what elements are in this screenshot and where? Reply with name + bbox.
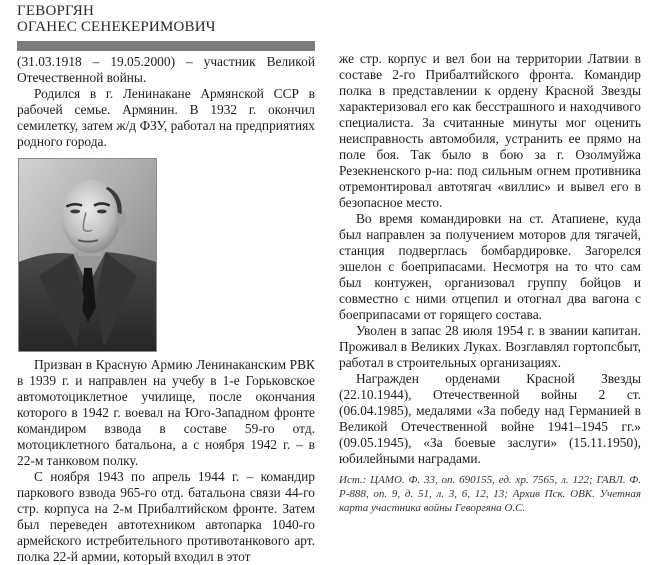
person-surname: ГЕВОРГЯН	[17, 3, 94, 19]
paragraph-awards: Награжден орденами Красной Звезды (22.10.1944), Отечественной войны 2 ст. (06.04.1985), медалями «За победу над Германией в Великой Отечественной войне 1941–1945 гг.» (09.05.1945), «За боевые заслуги» (15.11.1950), юбилейными наградами.	[339, 371, 641, 466]
paragraph-conscription: Призван в Красную Армию Ленинаканским РВК в 1939 г. и направлен на учебу в 1-е Горьковское автомотоциклетное училище, после окончания которого в 1942 г. воевал на Юго-Западном фронте командиром взвода в составе 59-го отд. мотоциклетного батальона, а с ноября 1942 г. – в 22-м танковом полку.	[17, 357, 315, 468]
life-dates-intro: (31.03.1918 – 19.05.2000) – участник Великой Отечественной войны.	[17, 54, 315, 85]
paragraph-birth: Родился в г. Ленинакане Армянской ССР в рабочей семье. Армянин. В 1932 г. окончил семилетку, затем ж/д ФЗУ, работал на предприятиях родного города.	[17, 86, 315, 149]
paragraph-service: С ноября 1943 по апрель 1944 г. – командир паркового взвода 965-го отд. батальона связи 44-го стр. корпуса на 2-м Прибалтийском фронте. Затем был переведен автотехником автопарка 1040-го армейского истребительного противотанкового арт. полка 22-й армии, который входил в этот	[17, 469, 315, 564]
paragraph-bombing-episode: Во время командировки на ст. Атапиене, куда был направлен за получением моторов для тягачей, станция подверглась бомбардировке. Загорелся эшелон с боеприпасами. Несмотря на то что сам был контужен, организовал группу бойцов и совместно с ними отцепил и отогнал два вагона с боеприпасами от горящего состава.	[339, 211, 641, 322]
right-column	[339, 51, 641, 515]
paragraph-discharge: Уволен в запас 28 июля 1954 г. в звании капитан. Проживал в Великих Луках. Возглавлял гортопсбыт, работал в строительных организациях.	[339, 323, 641, 370]
title-accent-bar	[17, 41, 315, 51]
person-given-names: ОГАНЕС СЕНЕКЕРИМОВИЧ	[17, 19, 216, 35]
portrait-image	[19, 159, 156, 351]
left-column	[17, 0, 315, 565]
paragraph-service-continued: же стр. корпус и вел бои на территории Латвии в составе 2-го Прибалтийского фронта. Командир полка в представлении к ордену Красной Звезды характеризовал его как бесстрашного и находчивого специалиста. За считанные минуты мог оценить неисправность автомобиля, устранить ее прямо на поле боя. Так было в бою за г. Озолмуйжа Резекненского р-на: под сильным огнем противника отремонтировал автотягач «виллис» и вывел его в безопасное место.	[339, 51, 641, 210]
portrait-photo	[18, 158, 157, 352]
sources-note: Ист.: ЦАМО. Ф. 33, оп. 690155, ед. хр. 7565, л. 122; ГАВЛ. Ф. Р-888, оп. 9, д. 51, л. 3, 6, 12, 13; Архив Пск. ОВК. Учетная карта участника войны Геворгяна О.С.	[339, 474, 641, 514]
